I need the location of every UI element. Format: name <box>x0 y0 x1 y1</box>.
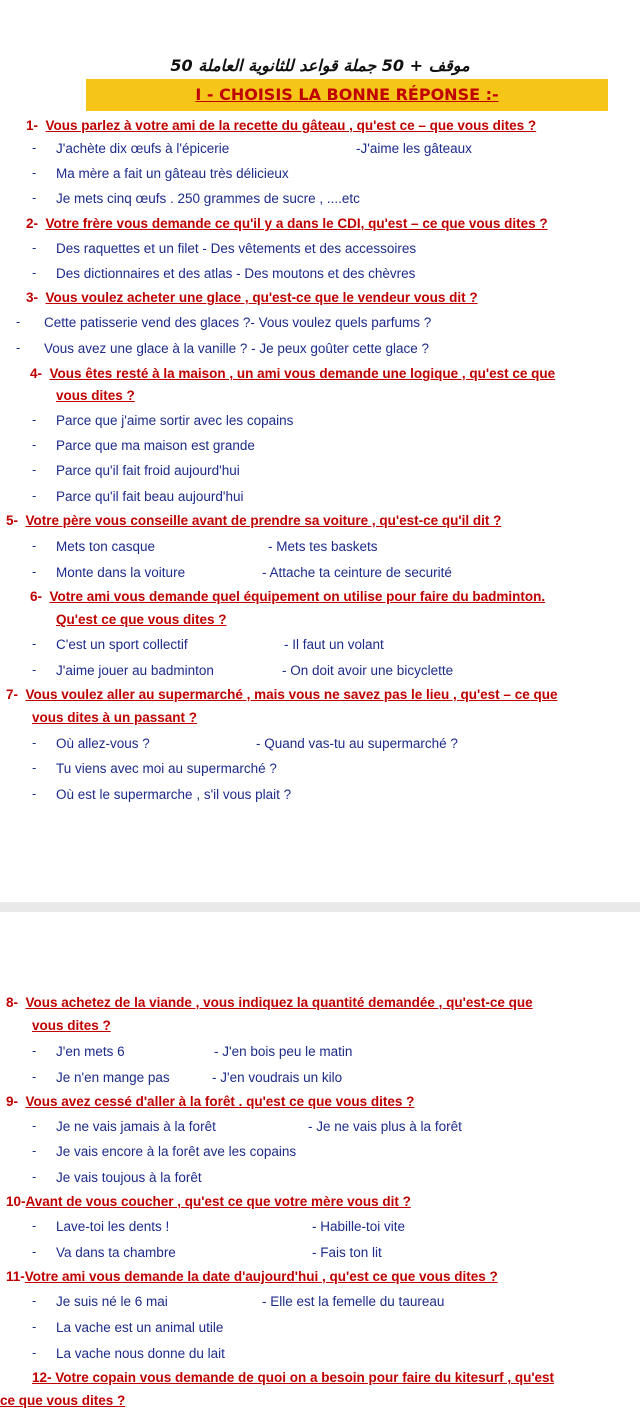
bullet-dash: - <box>32 735 37 750</box>
bullet-dash: - <box>32 760 37 775</box>
bullet-dash: - <box>32 140 37 155</box>
question-1 <box>26 117 536 135</box>
bullet-dash: - <box>32 538 37 553</box>
section-heading: I - CHOISIS LA BONNE RÉPONSE :- <box>195 85 499 104</box>
question-number: 1- <box>26 118 39 133</box>
bullet-dash: - <box>16 340 21 355</box>
option: J'en mets 6 <box>56 1044 125 1059</box>
question-number: 2- <box>26 216 39 231</box>
option: Monte dans la voiture <box>56 565 186 580</box>
option: Où allez-vous ? <box>56 736 150 751</box>
option: - On doit avoir une bicyclette <box>282 663 454 678</box>
question-number: 11- <box>6 1269 25 1284</box>
section-banner <box>86 79 608 111</box>
question-text: Votre ami vous demande la date d'aujourd'hui , qu'est ce que vous dites ? <box>24 1269 498 1284</box>
option: - Il faut un volant <box>284 637 384 652</box>
question-text: Votre frère vous demande ce qu'il y a dans le CDI, qu'est – ce que vous dites ? <box>45 216 548 231</box>
option: J'achète dix œufs à l'épicerie <box>56 141 230 156</box>
option: Parce qu'il fait beau aujourd'hui <box>56 489 244 504</box>
question-7-continued <box>32 709 197 727</box>
option: Mets ton casque <box>56 539 156 554</box>
bullet-dash: - <box>16 314 21 329</box>
option: Où est le supermarche , s'il vous plait ? <box>56 787 292 802</box>
bullet-dash: - <box>32 1118 37 1133</box>
option: - J'en voudrais un kilo <box>212 1070 343 1085</box>
option: Parce que j'aime sortir avec les copains <box>56 413 294 428</box>
bullet-dash: - <box>32 265 37 280</box>
question-text: Avant de vous coucher , qu'est ce que votre mère vous dit ? <box>25 1194 411 1209</box>
option: Des dictionnaires et des atlas - Des moutons et des chèvres <box>56 266 416 281</box>
question-text: 12- Votre copain vous demande de quoi on a besoin pour faire du kitesurf , qu'est <box>32 1370 555 1385</box>
question-text: Votre ami vous demande quel équipement on utilise pour faire du badminton. <box>49 589 546 604</box>
question-12-continued <box>0 1392 125 1410</box>
bullet-dash: - <box>32 1169 37 1184</box>
bullet-dash: - <box>32 165 37 180</box>
question-text: Vous avez cessé d'aller à la forêt . qu'est ce que vous dites ? <box>25 1094 415 1109</box>
question-11 <box>6 1268 498 1286</box>
bullet-dash: - <box>32 1345 37 1360</box>
question-number: 7- <box>6 687 19 702</box>
bullet-dash: - <box>32 564 37 579</box>
question-number: 8- <box>6 995 19 1010</box>
option: -J'aime les gâteaux <box>356 141 472 156</box>
option: Tu viens avec moi au supermarché ? <box>56 761 277 776</box>
question-4-continued <box>56 387 135 405</box>
option: - Je ne vais plus à la forêt <box>308 1119 462 1134</box>
option: - Habille-toi vite <box>312 1219 406 1234</box>
option: Cette patisserie vend des glaces ?- Vous voulez quels parfums ? <box>44 315 432 330</box>
question-10 <box>6 1193 411 1211</box>
bullet-dash: - <box>32 412 37 427</box>
bullet-dash: - <box>32 462 37 477</box>
bullet-dash: - <box>32 1319 37 1334</box>
option: Je mets cinq œufs . 250 grammes de sucre , ....etc <box>56 191 360 206</box>
question-number: 10- <box>6 1194 26 1209</box>
option: La vache nous donne du lait <box>56 1346 225 1361</box>
option: Je suis né le 6 mai <box>56 1294 168 1309</box>
option: C'est un sport collectif <box>56 637 188 652</box>
question-text: Vous voulez aller au supermarché , mais vous ne savez pas le lieu , qu'est – ce que <box>25 687 558 702</box>
question-number: 6- <box>30 589 43 604</box>
option: - Mets tes baskets <box>268 539 378 554</box>
question-8-continued <box>32 1017 111 1035</box>
question-text: vous dites à un passant ? <box>32 710 198 725</box>
question-text: Qu'est ce que vous dites ? <box>56 612 227 627</box>
option: Je n'en mange pas <box>56 1070 170 1085</box>
question-number: 3- <box>26 290 39 305</box>
question-number: 5- <box>6 513 19 528</box>
option: - Quand vas-tu au supermarché ? <box>256 736 458 751</box>
question-text: vous dites ? <box>32 1018 111 1033</box>
document-title: 50 موقف + 50 جملة قواعد للثانوية العاملة <box>170 56 470 75</box>
bullet-dash: - <box>32 1244 37 1259</box>
option: Je ne vais jamais à la forêt <box>56 1119 216 1134</box>
bullet-dash: - <box>32 786 37 801</box>
bullet-dash: - <box>32 488 37 503</box>
question-6 <box>30 588 545 606</box>
option: La vache est un animal utile <box>56 1320 224 1335</box>
question-3 <box>26 289 478 307</box>
option: Je vais toujous à la forêt <box>56 1170 202 1185</box>
bullet-dash: - <box>32 1069 37 1084</box>
option: Des raquettes et un filet - Des vêtements et des accessoires <box>56 241 417 256</box>
bullet-dash: - <box>32 1218 37 1233</box>
question-4 <box>30 365 555 383</box>
question-8 <box>6 994 533 1012</box>
page-two <box>0 912 640 1421</box>
option: J'aime jouer au badminton <box>56 663 214 678</box>
option: Parce qu'il fait froid aujourd'hui <box>56 463 240 478</box>
bullet-dash: - <box>32 190 37 205</box>
option: - Fais ton lit <box>312 1245 382 1260</box>
question-text: Vous voulez acheter une glace , qu'est-ce que le vendeur vous dit ? <box>45 290 478 305</box>
question-text: ce que vous dites ? <box>0 1393 126 1408</box>
question-9 <box>6 1093 414 1111</box>
bullet-dash: - <box>32 1043 37 1058</box>
option: - J'en bois peu le matin <box>214 1044 353 1059</box>
page-separator <box>0 902 640 912</box>
option: Je vais encore à la forêt ave les copains <box>56 1144 297 1159</box>
option: - Attache ta ceinture de securité <box>262 565 452 580</box>
option: Parce que ma maison est grande <box>56 438 255 453</box>
question-text: Votre père vous conseille avant de prendre sa voiture , qu'est-ce qu'il dit ? <box>25 513 502 528</box>
bullet-dash: - <box>32 1293 37 1308</box>
question-text: Vous achetez de la viande , vous indiquez la quantité demandée , qu'est-ce que <box>25 995 533 1010</box>
question-2 <box>26 215 548 233</box>
question-text: Vous êtes resté à la maison , un ami vous demande une logique , qu'est ce que <box>49 366 556 381</box>
question-12 <box>32 1369 554 1387</box>
option: Ma mère a fait un gâteau très délicieux <box>56 166 289 181</box>
question-text: Vous parlez à votre ami de la recette du gâteau , qu'est ce – que vous dites ? <box>45 118 537 133</box>
option: Vous avez une glace à la vanille ? - Je peux goûter cette glace ? <box>44 341 430 356</box>
bullet-dash: - <box>32 636 37 651</box>
question-text: vous dites ? <box>56 388 135 403</box>
bullet-dash: - <box>32 437 37 452</box>
bullet-dash: - <box>32 240 37 255</box>
question-7 <box>6 686 557 704</box>
question-6-continued <box>56 611 227 629</box>
option: Va dans ta chambre <box>56 1245 176 1260</box>
question-number: 4- <box>30 366 43 381</box>
bullet-dash: - <box>32 1143 37 1158</box>
option: - Elle est la femelle du taureau <box>262 1294 445 1309</box>
question-5 <box>6 512 501 530</box>
question-number: 9- <box>6 1094 19 1109</box>
bullet-dash: - <box>32 662 37 677</box>
option: Lave-toi les dents ! <box>56 1219 170 1234</box>
